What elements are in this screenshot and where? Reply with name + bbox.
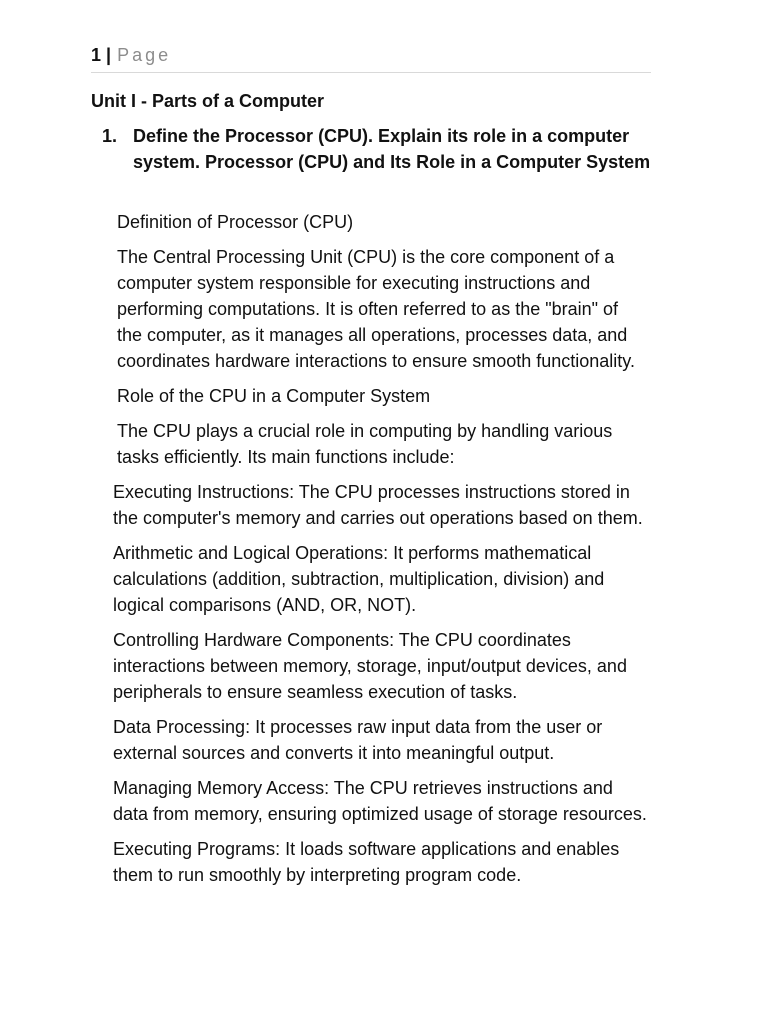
answer-content (0, 209, 768, 897)
definition-paragraph: The Central Processing Unit (CPU) is the core component of a computer system responsible for executing instructions and performing computations. It is often referred to as the "brain" of the computer, as it manages all operations, processes data, and coordinates hardware interactions to ensure smooth functionality. (117, 247, 635, 371)
function-item-executing-programs: Executing Programs: It loads software applications and enables them to run smoothly by interpreting program code. (113, 839, 620, 885)
page-number: 1 (91, 45, 102, 65)
page-label: Page (117, 45, 172, 65)
function-item-controlling-hardware: Controlling Hardware Components: The CPU coordinates interactions between memory, storage, input/output devices, and peripherals to ensure seamless execution of tasks. (113, 630, 627, 702)
question-number: 1. (102, 126, 118, 146)
function-item-arithmetic-logical: Arithmetic and Logical Operations: It performs mathematical calculations (addition, subtraction, multiplication, division) and logical comparisons (AND, OR, NOT). (113, 543, 605, 615)
definition-heading: Definition of Processor (CPU) (117, 212, 354, 232)
question-text: Define the Processor (CPU). Explain its role in a computer system. Processor (CPU) and Its Role in a Computer System (133, 126, 651, 172)
role-intro-paragraph: The CPU plays a crucial role in computing by handling various tasks efficiently. Its main functions include: (117, 421, 613, 467)
function-item-data-processing: Data Processing: It processes raw input data from the user or external sources and converts it into meaningful output. (113, 717, 603, 763)
role-heading: Role of the CPU in a Computer System (117, 386, 431, 406)
question-item (102, 123, 662, 175)
page-header (91, 44, 651, 73)
function-item-memory-access: Managing Memory Access: The CPU retrieves instructions and data from memory, ensuring optimized usage of storage resources. (113, 778, 647, 824)
unit-title: Unit I - Parts of a Computer (91, 91, 325, 111)
page-separator: | (106, 45, 112, 65)
function-item-executing-instructions: Executing Instructions: The CPU processes instructions stored in the computer's memory and carries out operations based on them. (113, 482, 643, 528)
